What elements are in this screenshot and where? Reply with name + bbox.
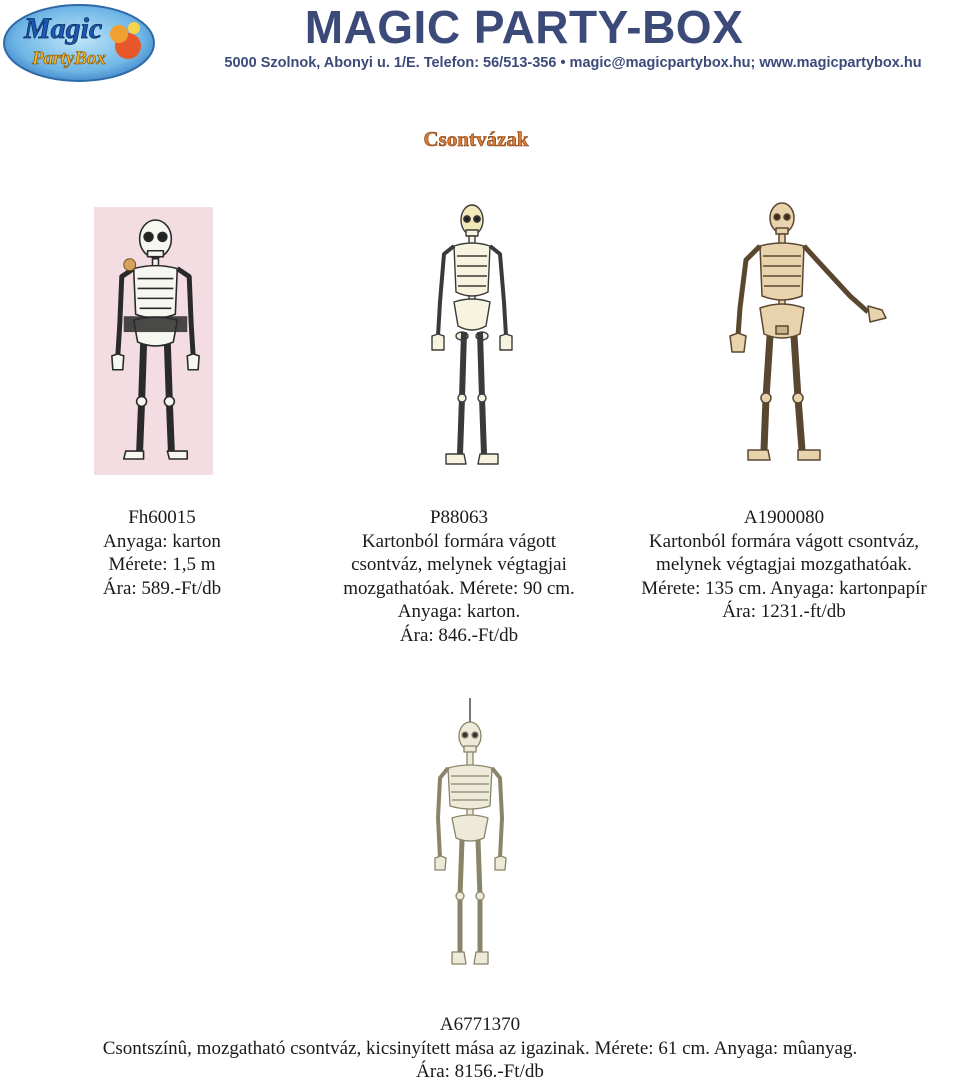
logo-text-partybox: PartyBox [32, 48, 106, 69]
skeleton-illustration [422, 202, 522, 474]
product-price: Ára: 8156.-Ft/db [416, 1061, 544, 1082]
skeleton-illustration [722, 200, 892, 474]
company-name: MAGIC PARTY-BOX [304, 1, 744, 53]
section-title: Csontvázak [423, 127, 529, 151]
product-description-line: csontváz, melynek végtagjai [351, 554, 567, 575]
product-description-line: Kartonból formára vágott [361, 530, 557, 552]
product-image-a6771370 [420, 698, 520, 973]
product-description-line: mozgathatóak. Mérete: 90 cm. [343, 577, 575, 599]
product-size-material: Mérete: 135 cm. Anyaga: kartonpapír [641, 577, 927, 599]
skeleton-illustration [94, 206, 213, 476]
product-image-a1900080 [722, 200, 892, 474]
product-info-p88063 [318, 506, 600, 647]
product-material: Anyaga: karton. [397, 601, 521, 622]
product-info-a1900080 [610, 506, 958, 624]
skeleton-illustration [420, 698, 520, 973]
product-code: P88063 [429, 507, 489, 528]
product-price: Ára: 846.-Ft/db [399, 624, 519, 646]
company-contact: 5000 Szolnok, Abonyi u. 1/E. Telefon: 56/513-356 • magic@magicpartybox.hu; www.magicpartybox.hu [224, 55, 922, 71]
product-info-fh60015 [60, 506, 264, 600]
product-description-line: Csontszínû, mozgatható csontváz, kicsinyített mása az igazinak. Mérete: 61 cm. Anyaga: mûanyag. [102, 1037, 858, 1059]
product-description-line: melynek végtagjai mozgathatóak. [656, 554, 912, 575]
product-price: Ára: 1231.-ft/db [722, 601, 846, 622]
product-material: Anyaga: karton [103, 530, 221, 552]
product-code: A6771370 [439, 1014, 521, 1035]
product-code: Fh60015 [128, 507, 196, 528]
product-info-a6771370 [0, 1013, 960, 1084]
product-size: Mérete: 1,5 m [108, 554, 216, 575]
product-image-p88063 [422, 202, 522, 474]
product-price: Ára: 589.-Ft/db [102, 577, 222, 599]
magic-party-box-logo [2, 2, 156, 84]
logo-text-magic: Magic [24, 12, 103, 45]
product-description-line: Kartonból formára vágott csontváz, [648, 530, 920, 552]
product-code: A1900080 [743, 507, 825, 528]
product-image-fh60015 [94, 206, 213, 476]
